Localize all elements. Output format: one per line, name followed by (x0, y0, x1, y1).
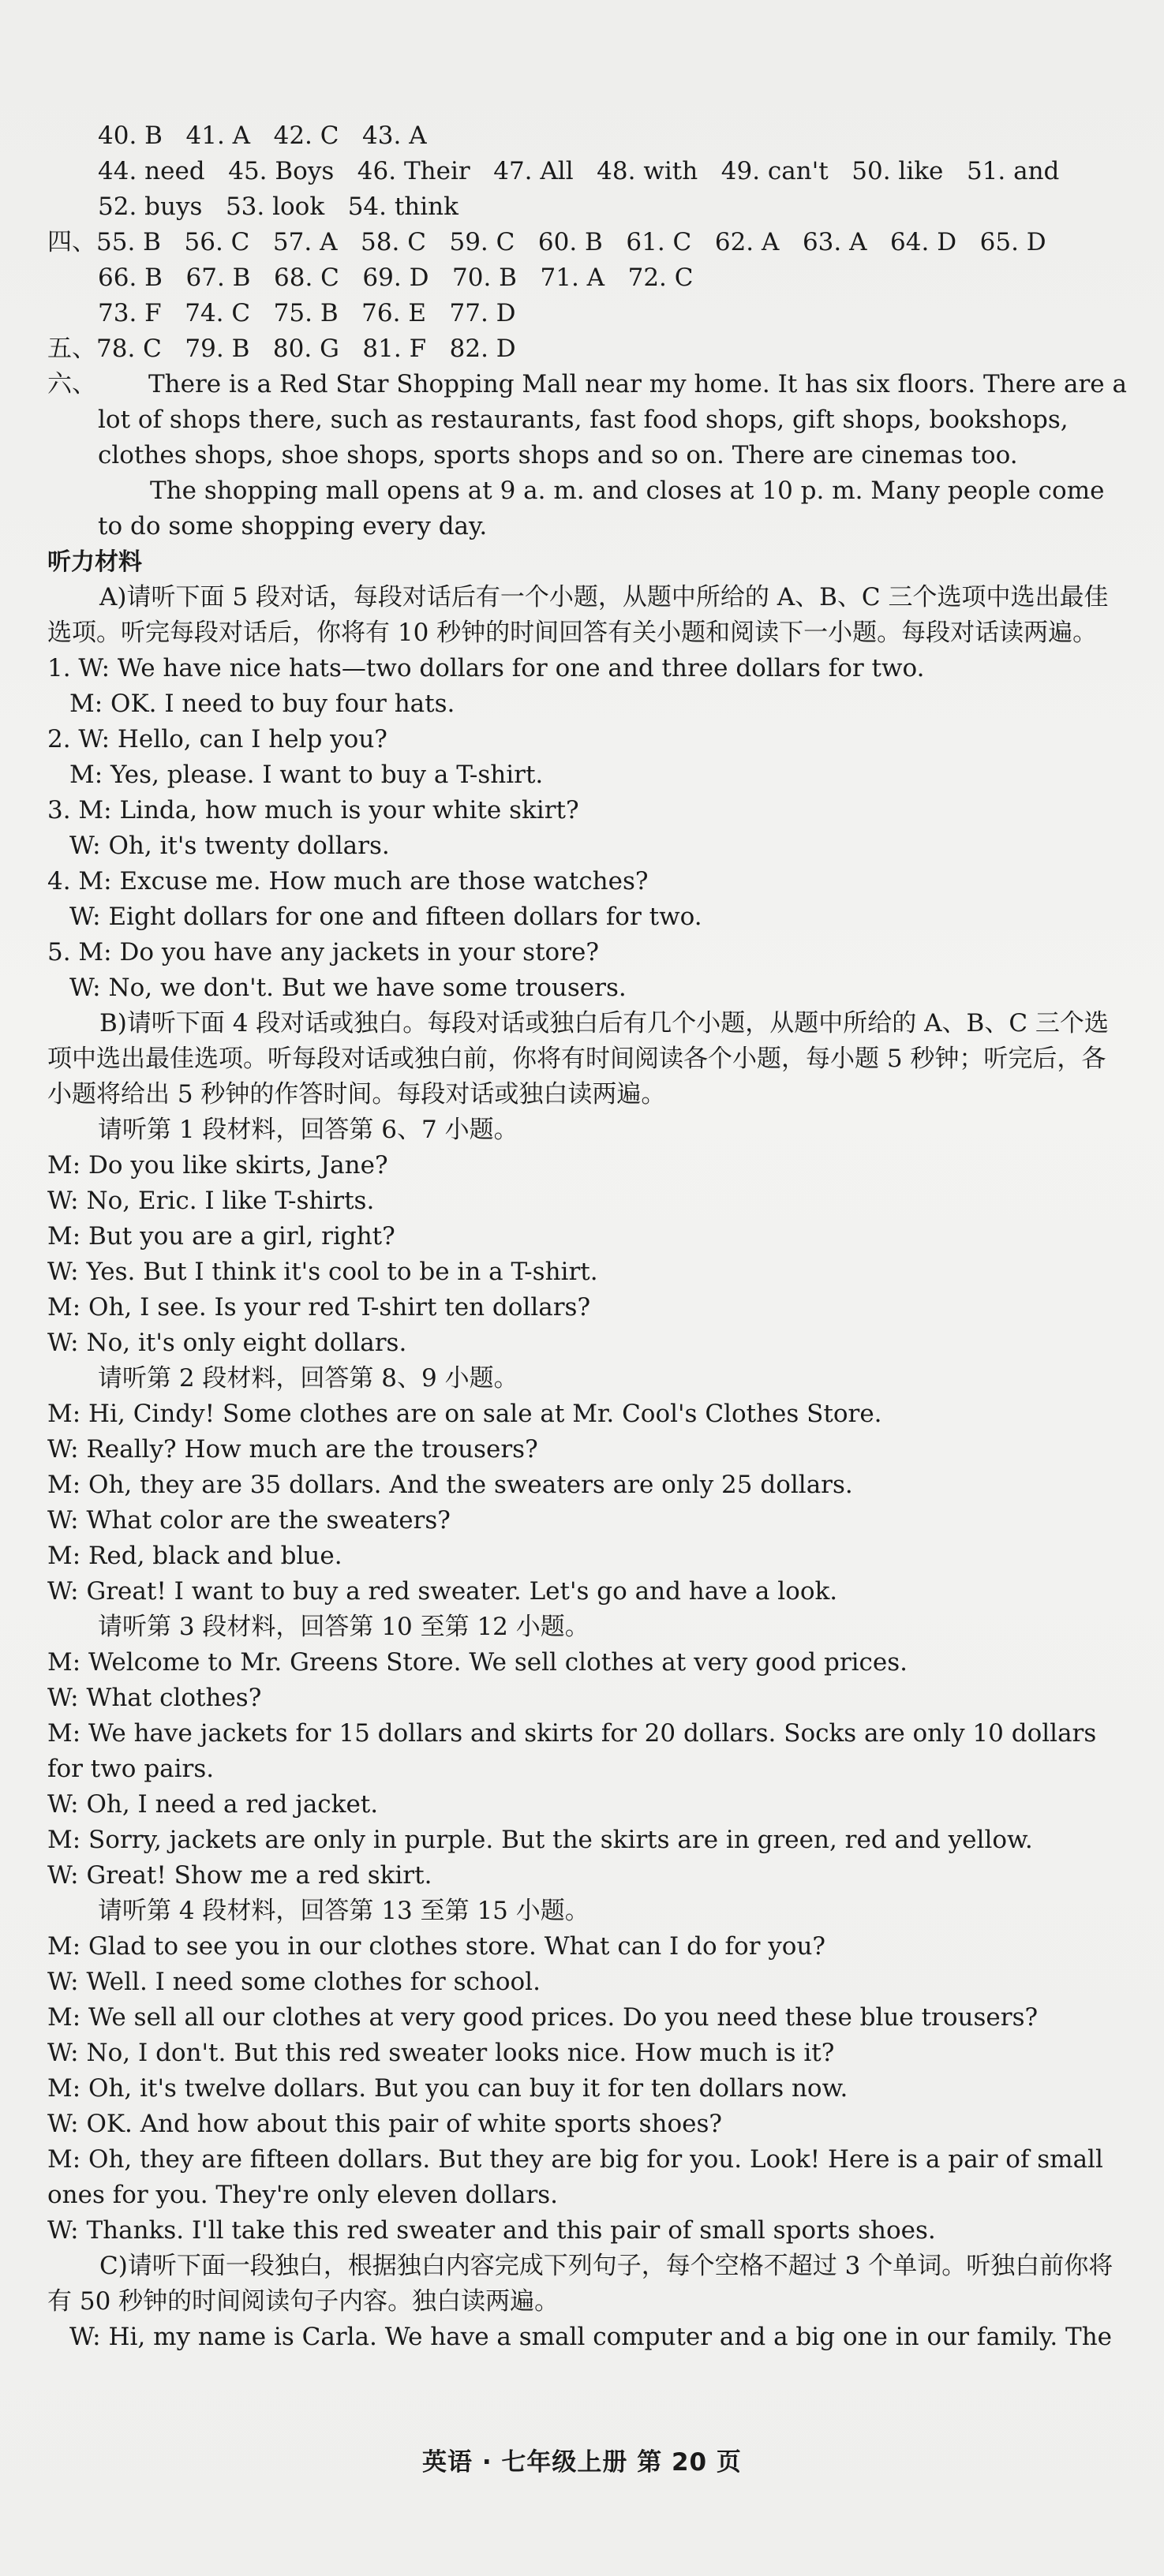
dialogue-line: W: What color are the sweaters? (47, 1506, 451, 1535)
dialogue-4 (47, 1929, 1128, 2249)
essay-label: 六、 (47, 370, 96, 398)
dialogue-line: M: Do you like skirts, Jane? (47, 1151, 388, 1180)
dialogue-2 (47, 1396, 1128, 1610)
dialogue-line: M: Yes, please. I want to buy a T-shirt. (69, 761, 544, 789)
monologue-line: W: Hi, my name is Carla. We have a small computer and a big one in our family. The (69, 2323, 1113, 2351)
dialogue-line: 5. M: Do you have any jackets in your store? (47, 938, 599, 966)
dialogue-line: W: Really? How much are the trousers? (47, 1435, 538, 1464)
dialogue-line: W: No, Eric. I like T-shirts. (47, 1187, 375, 1215)
instruction-b: B)请听下面 4 段对话或独白。每段对话或独白后有几个小题，从题中所给的 A、B、C 三个选项中选出最佳选项。听每段对话或独白前，你将有时间阅读各个小题，每小题 5 秒钟；听完后，各小题将给出 5 秒钟的作答时间。每段对话或独白读两遍。 (47, 1009, 1109, 1109)
answer-row: 44. need 45. Boys 46. Their 47. All 48. with 49. can't 50. like 51. and (98, 157, 1060, 185)
dialogue-line: W: Well. I need some clothes for school. (47, 1968, 541, 1996)
dialogue-line: M: Oh, I see. Is your red T-shirt ten dollars? (47, 1293, 591, 1322)
answer-row: 四、55. B 56. C 57. A 58. C 59. C 60. B 61. C 62. A 63. A 64. D 65. D (47, 228, 1046, 256)
dialogue-line: W: Thanks. I'll take this red sweater and this pair of small sports shoes. (47, 2216, 936, 2245)
material-label: 请听第 4 段材料，回答第 13 至第 15 小题。 (98, 1897, 589, 1925)
instruction-a: A)请听下面 5 段对话，每段对话后有一个小题，从题中所给的 A、B、C 三个选项中选出最佳选项。听完每段对话后，你将有 10 秒钟的时间回答有关小题和阅读下一小题。每段对话读两遍。 (47, 583, 1109, 647)
dialogue-line: 1. W: We have nice hats—two dollars for one and three dollars for two. (47, 654, 925, 682)
instruction-c: C)请听下面一段独白，根据独白内容完成下列句子，每个空格不超过 3 个单词。听独白前你将有 50 秒钟的时间阅读句子内容。独白读两遍。 (47, 2252, 1113, 2316)
dialogue-line: M: Oh, it's twelve dollars. But you can buy it for ten dollars now. (47, 2074, 848, 2103)
dialogue-line: W: No, it's only eight dollars. (47, 1329, 407, 1357)
section-heading: 听力材料 (47, 548, 142, 576)
essay (47, 367, 1128, 544)
dialogue-line: 3. M: Linda, how much is your white skirt? (47, 796, 579, 824)
answer-row: 66. B 67. B 68. C 69. D 70. B 71. A 72. C (98, 264, 694, 292)
dialogue-line: M: Oh, they are 35 dollars. And the sweaters are only 25 dollars. (47, 1471, 853, 1499)
material-label: 请听第 1 段材料，回答第 6、7 小题。 (98, 1116, 518, 1144)
dialogue-line: M: Oh, they are fifteen dollars. But they are big for you. Look! Here is a pair of small ones for you. They're only eleven dollars. (47, 2145, 1103, 2209)
dialogue-line: W: Yes. But I think it's cool to be in a T-shirt. (47, 1258, 598, 1286)
dialogue-line: W: OK. And how about this pair of white sports shoes? (47, 2110, 723, 2138)
dialogue-line: W: Oh, it's twenty dollars. (69, 832, 390, 860)
page-content (47, 118, 1128, 2355)
dialogue-line: W: Eight dollars for one and fifteen dollars for two. (69, 903, 702, 931)
dialogue-line: M: We have jackets for 15 dollars and skirts for 20 dollars. Socks are only 10 dollars for two pairs. (47, 1719, 1097, 1783)
answer-row: 52. buys 53. look 54. think (98, 193, 458, 221)
material-label: 请听第 3 段材料，回答第 10 至第 12 小题。 (98, 1613, 589, 1641)
dialogue-line: 4. M: Excuse me. How much are those watches? (47, 867, 649, 895)
dialogue-line: M: But you are a girl, right? (47, 1222, 395, 1251)
dialogue-line: M: We sell all our clothes at very good prices. Do you need these blue trousers? (47, 2003, 1039, 2032)
dialogue-line: 2. W: Hello, can I help you? (47, 725, 387, 753)
dialogue-1 (47, 1148, 1128, 1361)
dialogue-line: M: Red, black and blue. (47, 1542, 342, 1570)
dialogue-line: W: Oh, I need a red jacket. (47, 1790, 379, 1819)
dialogue-line: M: Sorry, jackets are only in purple. But the skirts are in green, red and yellow. (47, 1826, 1033, 1854)
dialogue-line: W: Great! Show me a red skirt. (47, 1861, 432, 1890)
dialogue-line: W: No, I don't. But this red sweater looks nice. How much is it? (47, 2039, 835, 2067)
dialogue-line: W: No, we don't. But we have some trousers. (69, 974, 627, 1002)
material-label: 请听第 2 段材料，回答第 8、9 小题。 (98, 1364, 518, 1393)
dialogue-line: M: OK. I need to buy four hats. (69, 690, 455, 718)
dialogue-line: M: Welcome to Mr. Greens Store. We sell clothes at very good prices. (47, 1648, 908, 1677)
dialogue-a (47, 651, 1128, 1006)
answer-row: 40. B 41. A 42. C 43. A (98, 122, 427, 150)
dialogue-line: M: Glad to see you in our clothes store. What can I do for you? (47, 1932, 826, 1961)
dialogue-line: W: What clothes? (47, 1684, 262, 1712)
dialogue-line: M: Hi, Cindy! Some clothes are on sale at Mr. Cool's Clothes Store. (47, 1400, 882, 1428)
page-footer: 英语 · 七年级上册 第 20 页 (422, 2448, 742, 2477)
essay-paragraph: There is a Red Star Shopping Mall near my home. It has six floors. There are a lot of shops there, such as restaurants, fast food shops, gift shops, bookshops, clothes shops, shoe shops, sports shops and so on. There are cinemas too. (98, 370, 1127, 469)
answer-row: 73. F 74. C 75. B 76. E 77. D (98, 299, 516, 327)
dialogue-3 (47, 1645, 1128, 1894)
dialogue-line: W: Great! I want to buy a red sweater. Let's go and have a look. (47, 1577, 838, 1606)
essay-paragraph: The shopping mall opens at 9 a. m. and closes at 10 p. m. Many people come to do some shopping every day. (98, 477, 1105, 540)
answer-row: 五、78. C 79. B 80. G 81. F 82. D (47, 335, 516, 363)
